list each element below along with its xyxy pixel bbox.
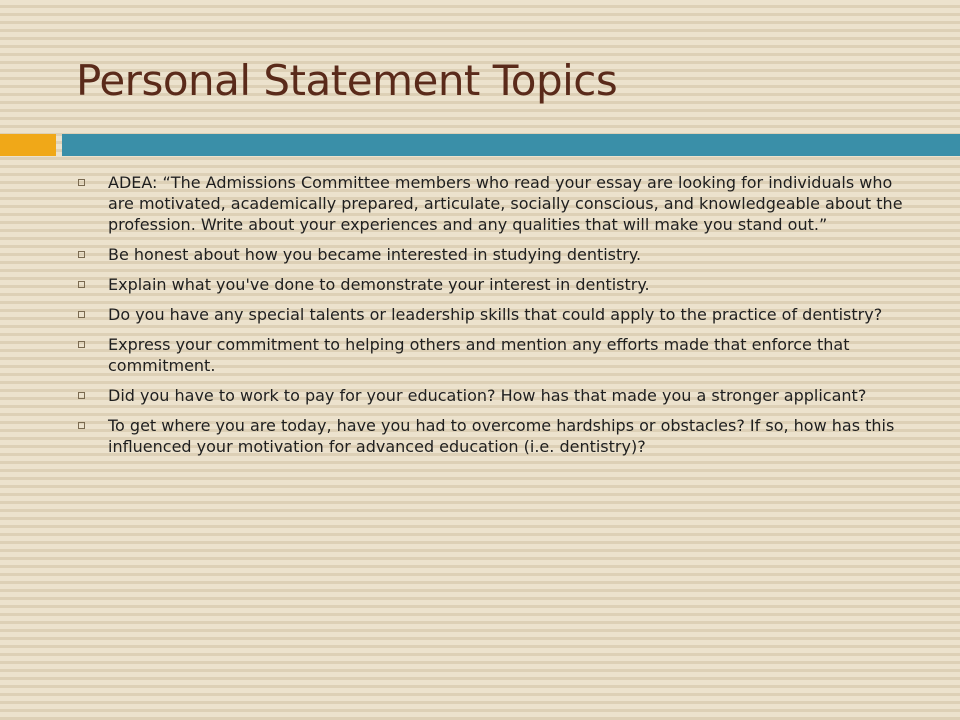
hollow-square-icon bbox=[78, 392, 85, 399]
bullet-text: To get where you are today, have you had to overcome hardships or obstacles? If so, how has this influenced your motivation for advanced education (i.e. dentistry)? bbox=[108, 416, 895, 456]
title-divider-bar bbox=[62, 134, 960, 156]
bullet-item bbox=[76, 244, 916, 265]
bullet-list bbox=[76, 172, 916, 466]
bullet-item bbox=[76, 334, 916, 376]
hollow-square-icon bbox=[78, 281, 85, 288]
bullet-item bbox=[76, 172, 916, 235]
bullet-text: Express your commitment to helping others and mention any efforts made that enforce that commitment. bbox=[108, 335, 850, 375]
bullet-text: Do you have any special talents or leadership skills that could apply to the practice of dentistry? bbox=[108, 305, 883, 324]
hollow-square-icon bbox=[78, 422, 85, 429]
hollow-square-icon bbox=[78, 251, 85, 258]
hollow-square-icon bbox=[78, 179, 85, 186]
title-accent-bar bbox=[0, 134, 56, 156]
bullet-text: Did you have to work to pay for your education? How has that made you a stronger applicant? bbox=[108, 386, 867, 405]
bullet-text: ADEA: “The Admissions Committee members who read your essay are looking for individuals who are motivated, academically prepared, articulate, socially conscious, and knowledgeable about the profession. Write about your experiences and any qualities that will make you stand out.” bbox=[108, 173, 903, 234]
slide-title: Personal Statement Topics bbox=[76, 56, 618, 105]
hollow-square-icon bbox=[78, 341, 85, 348]
hollow-square-icon bbox=[78, 311, 85, 318]
bullet-item bbox=[76, 385, 916, 406]
bullet-text: Explain what you've done to demonstrate your interest in dentistry. bbox=[108, 275, 650, 294]
bullet-item bbox=[76, 304, 916, 325]
bullet-text: Be honest about how you became interested in studying dentistry. bbox=[108, 245, 642, 264]
bullet-item bbox=[76, 415, 916, 457]
bullet-item bbox=[76, 274, 916, 295]
